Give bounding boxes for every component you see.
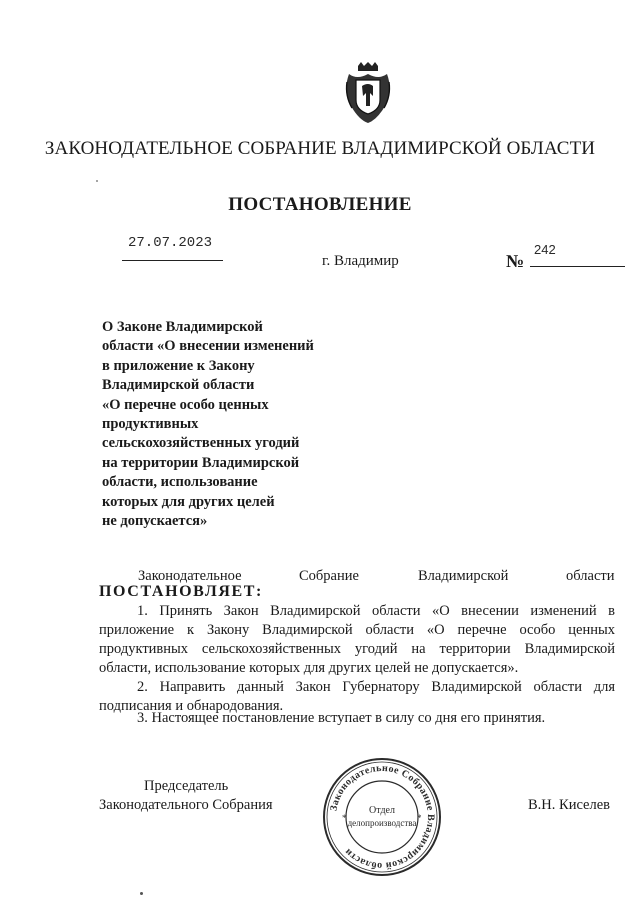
document-number: 242: [534, 242, 556, 257]
stamp-star-left-icon: *: [342, 813, 347, 823]
number-underline: [530, 266, 625, 267]
scan-speck: [96, 180, 98, 182]
signatory-title-line1: Председатель: [144, 778, 229, 794]
scan-speck: [140, 892, 143, 895]
signatory-name: В.Н. Киселев: [528, 797, 611, 813]
intro-word: области: [566, 568, 615, 584]
subject-line: области «О внесении изменений: [102, 338, 314, 355]
subject-line: не допускается»: [102, 513, 208, 530]
coat-of-arms-emblem: [343, 62, 393, 124]
document-subject: [102, 318, 342, 531]
resolution-item-2: 2. Направить данный Закон Губернатору Владимирской области для подписания и обнародования.: [99, 679, 615, 714]
intro-word: Законодательное: [138, 568, 242, 584]
subject-line: области, использование: [102, 474, 258, 491]
signatory-title-line2: Законодательного Собрания: [99, 797, 273, 813]
subject-line: на территории Владимирской: [102, 454, 300, 471]
stamp-center-line1: Отдел: [369, 805, 395, 816]
resolves-heading: ПОСТАНОВЛЯЕТ:: [99, 583, 263, 600]
resolution-item-1: 1. Принять Закон Владимирской области «О внесении изменений в приложение к Закону Владимирской области «О перечне особо ценных продуктивных сельскохозяйственных угодий на территории Владимирской области, использование которых для других целей не допускается».: [99, 603, 615, 676]
stamp-ring-text: Законодательное Собрание Владимирской области: [328, 762, 437, 872]
stamp-star-right-icon: *: [417, 813, 422, 823]
subject-line: Владимирской области: [102, 377, 255, 394]
document-date: 27.07.2023: [128, 235, 213, 251]
document-type: ПОСТАНОВЛЕНИЕ: [228, 194, 412, 215]
subject-line: продуктивных: [102, 416, 199, 433]
office-stamp: [320, 755, 444, 879]
subject-line: О Законе Владимирской: [102, 319, 263, 335]
intro-word: Собрание: [299, 568, 359, 584]
resolution-item-3: 3. Настоящее постановление вступает в силу со дня его принятия.: [137, 710, 546, 726]
subject-line: «О перечне особо ценных: [102, 396, 269, 413]
intro-word: Владимирской: [418, 568, 509, 584]
subject-line: которых для других целей: [102, 493, 275, 510]
subject-line: в приложение к Закону: [102, 357, 255, 374]
subject-line: сельскохозяйственных угодий: [102, 435, 300, 452]
number-sign: №: [506, 251, 525, 271]
assembly-name: ЗАКОНОДАТЕЛЬНОЕ СОБРАНИЕ ВЛАДИМИРСКОЙ ОБЛАСТИ: [44, 138, 596, 159]
document-city: г. Владимир: [322, 253, 399, 269]
date-underline: [122, 260, 223, 261]
stamp-center-line2: делопроизводства: [347, 818, 417, 828]
